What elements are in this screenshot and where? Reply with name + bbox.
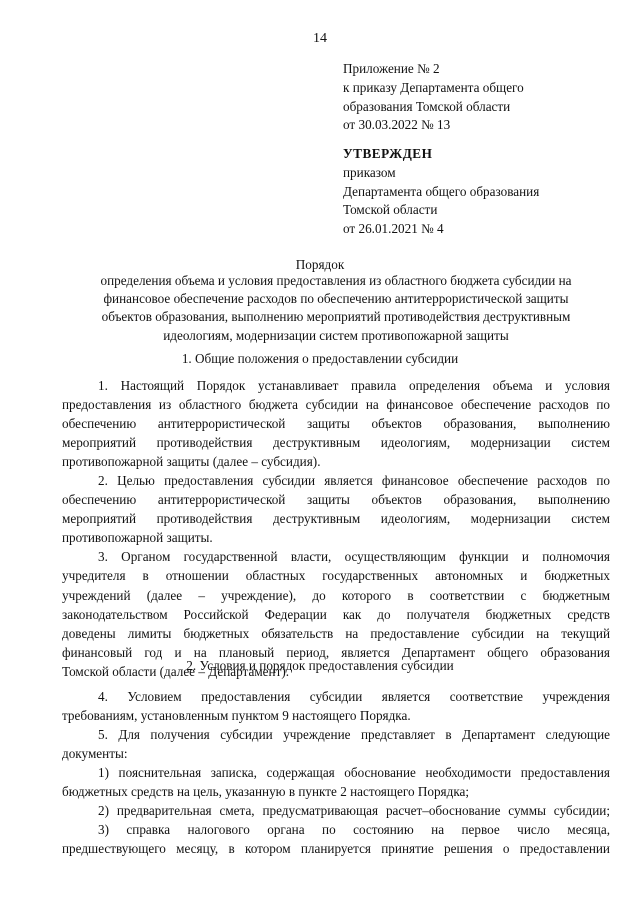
paragraph-line: обеспечению антитеррористической защиты объектов образования, выполнению [62, 416, 610, 432]
paragraph-line: противопожарной защиты (далее – субсидия). [62, 454, 321, 470]
approval-line: Департамента общего образования [343, 183, 540, 199]
paragraph-line: доведены лимиты бюджетных обязательств на предоставление субсидии на текущий [62, 625, 610, 641]
section-2-heading: 2. Условия и порядок предоставления субсидии [186, 658, 454, 673]
appendix-block [343, 60, 633, 135]
paragraph-line: документы: [62, 746, 128, 762]
appendix-line: образования Томской области [343, 98, 511, 114]
page-number: 14 [313, 31, 327, 46]
appendix-line: от 30.03.2022 № 13 [343, 117, 451, 133]
paragraph-line: обеспечению антитеррористической защиты объектов образования, выполнению [62, 492, 610, 508]
section-1-heading: 1. Общие положения о предоставлении субсидии [181, 351, 459, 366]
document-title: Порядок [295, 257, 345, 272]
approval-line: от 26.01.2021 № 4 [343, 221, 444, 237]
subtitle-line: финансовое обеспечение расходов по обеспечению антитеррористической защиты [103, 291, 569, 307]
paragraph-line: бюджетных средств на цель, указанную в пункте 2 настоящего Порядка; [62, 784, 470, 800]
subtitle-line: определения объема и условия предоставления из областного бюджета субсидии на [100, 273, 572, 288]
paragraph-line: мероприятий противодействия деструктивным идеологиям, модернизации систем [62, 511, 610, 527]
paragraph-line: предшествующего месяцу, в котором планируется принятие решения о предоставлении [62, 841, 610, 857]
subtitle-line: объектов образования, выполнению мероприятий противодействия деструктивным [101, 309, 571, 325]
subtitle-line: идеологиям, модернизации систем противопожарной защиты [163, 327, 509, 343]
paragraph-line: финансовый год и на плановый период, является Департамент общего образования [62, 644, 610, 660]
appendix-line: Приложение № 2 [343, 61, 440, 76]
paragraph-line: 3. Органом государственной власти, осуществляющим функции и полномочия [98, 549, 610, 565]
approval-line: приказом [343, 164, 396, 180]
paragraph-line: требованиям, установленным пунктом 9 настоящего Порядка. [62, 708, 411, 724]
paragraph-line: учреждений (далее – учреждение), до которого в соответствии с бюджетным [62, 587, 610, 603]
approval-line: Томской области [343, 202, 438, 218]
document-subtitle [62, 272, 610, 345]
paragraph-line: 5. Для получения субсидии учреждение представляет в Департамент следующие [98, 727, 610, 743]
paragraph-line: противопожарной защиты. [62, 530, 213, 546]
paragraph-line: 2) предварительная смета, предусматривающая расчет–обоснование суммы субсидии; [98, 803, 610, 819]
approval-block [343, 145, 633, 239]
paragraph-line: учредителя в отношении областных государственных автономных и бюджетных [62, 568, 610, 584]
paragraph-line: законодательством Российской Федерации как до получателя бюджетных средств [62, 606, 610, 622]
paragraph-line: мероприятий противодействия деструктивным идеологиям, модернизации систем [62, 435, 610, 451]
paragraph-line: 3) справка налогового органа по состоянию на первое число месяца, [98, 822, 610, 838]
paragraph-line: Томской области (далее – Департамент). [62, 663, 290, 679]
approval-title: УТВЕРЖДЕН [343, 146, 433, 161]
paragraph-line: 1) пояснительная записка, содержащая обоснование необходимости предоставления [98, 765, 610, 781]
paragraph-line: предоставления из областного бюджета субсидии на финансовое обеспечение расходов по [62, 397, 610, 413]
section-2-body [62, 687, 610, 858]
section-1-body [62, 376, 610, 681]
paragraph-line: 2. Целью предоставления субсидии является финансовое обеспечение расходов по [98, 473, 610, 489]
paragraph-line: 4. Условием предоставления субсидии является соответствие учреждения [98, 689, 610, 704]
paragraph-line: 1. Настоящий Порядок устанавливает правила определения объема и условия [98, 378, 610, 393]
appendix-line: к приказу Департамента общего [343, 79, 524, 95]
